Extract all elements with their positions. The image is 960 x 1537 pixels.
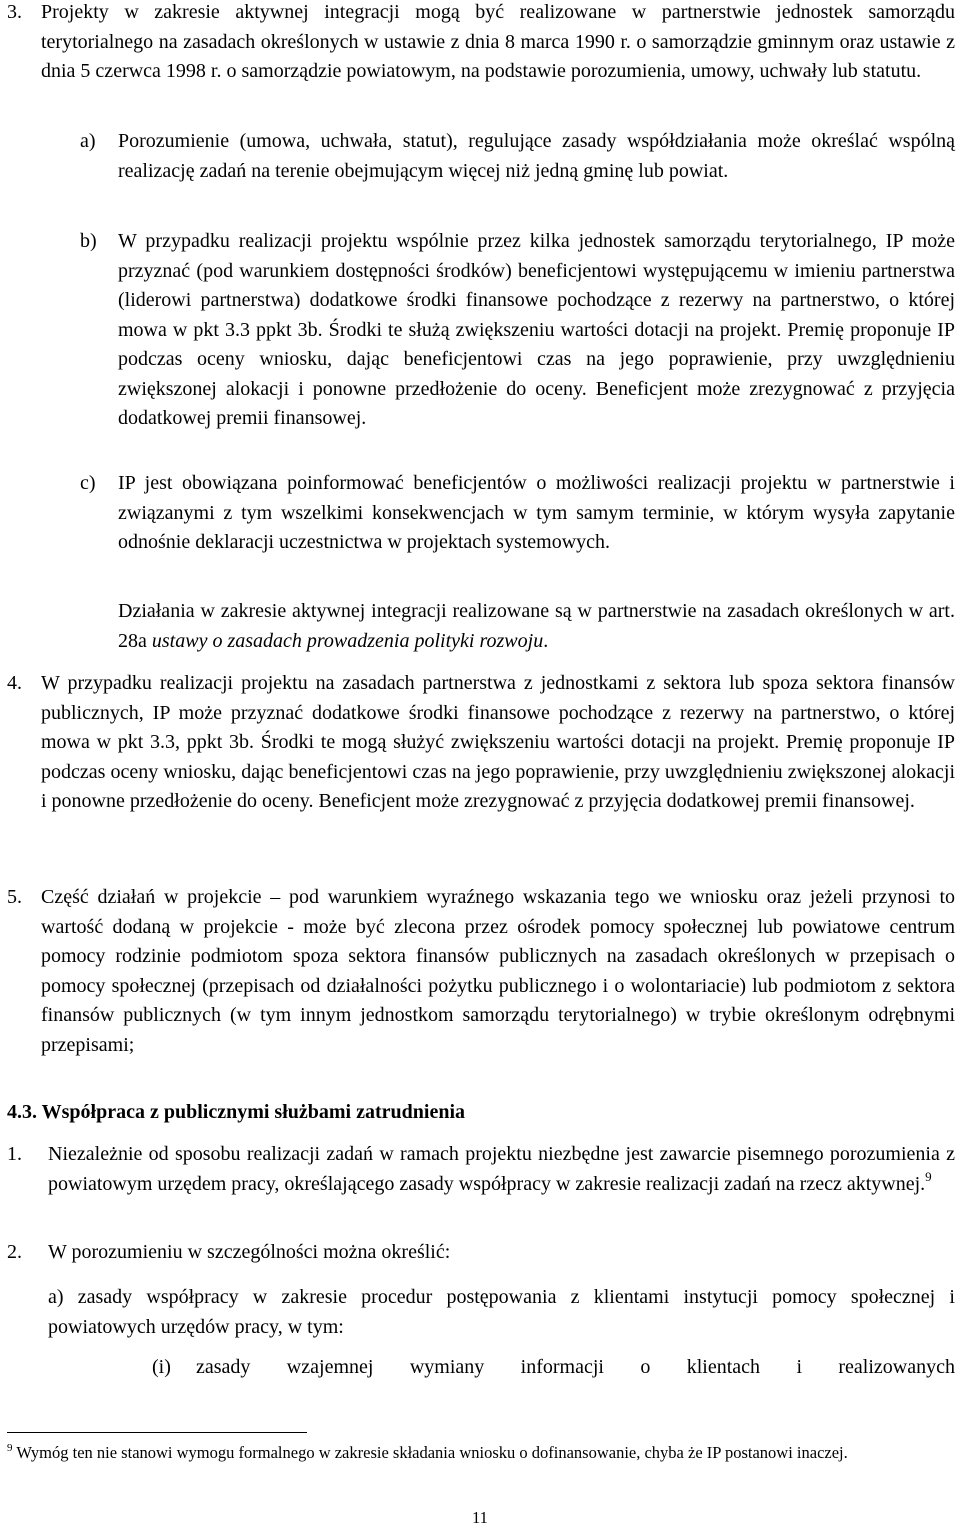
footnote xyxy=(7,1440,955,1465)
sec43-item-i-label: (i) xyxy=(152,1356,171,1378)
sec43-item-2-number: 2. xyxy=(7,1241,22,1263)
sec43-item-i-text: zasady wzajemnej wymiany informacji o klientach i realizowanych xyxy=(196,1356,955,1378)
page-number: 11 xyxy=(472,1508,488,1527)
item-3-number: 3. xyxy=(7,1,22,23)
item-3b-text: W przypadku realizacji projektu wspólnie przez kilka jednostek samorządu terytorialnego, IP może przyznać (pod warunkiem dostępności środków) beneficjentowi występującemu w imieniu partnerstwa (liderowi partnerstwa) dodatkowe środki finansowe pochodzące z rezerwy na partnerstwo, o której mowa w pkt 3.3 ppkt 3b. Środki te służą zwiększeniu wartości dotacji na projekt. Premię proponuje IP podczas oceny wniosku, dając beneficjentowi czas na jego poprawienie, przy uwzględnieniu zwiększonej alokacji i ponowne przedłożenie do oceny. Beneficjent może zrezygnować z przyjęcia dodatkowej premii finansowej. xyxy=(118,230,955,429)
sec43-item-2a-text: a) zasady współpracy w zakresie procedur postępowania z klientami instytucji pomocy społecznej i powiatowych urzędów pracy, w tym: xyxy=(48,1286,955,1338)
item-3-text: Projekty w zakresie aktywnej integracji mogą być realizowane w partnerstwie jednostek samorządu terytorialnego na zasadach określonych w ustawie z dnia 8 marca 1990 r. o samorządzie gminnym oraz ustawie z dnia 5 czerwca 1998 r. o samorządzie powiatowym, na podstawie porozumienia, umowy, uchwały lub statutu. xyxy=(41,1,955,82)
item-3b-label: b) xyxy=(80,230,97,252)
item-5-text: Część działań w projekcie – pod warunkiem wyraźnego wskazania tego we wniosku oraz jeżeli przynosi to wartość dodaną w projekcie - może być zlecona przez ośrodek pomocy społecznej lub powiatowe centrum pomocy rodzinie podmiotom spoza sektora finansów publicznych na zasadach określonych w przepisach o pomocy społecznej (przepisach od działalności pożytku publicznego i o wolontariacie) lub podmiotom z sektora finansów publicznych (w tym innym jednostkom samorządu terytorialnego) w trybie określonym odrębnymi przepisami; xyxy=(41,886,955,1056)
law-title-italic: ustawy o zasadach prowadzenia polityki rozwoju xyxy=(151,629,544,652)
item-3-note-text: Działania w zakresie aktywnej integracji realizowane są w partnerstwie na zasadach określonych w art. 28a xyxy=(118,600,955,652)
sec43-item-1-text: Niezależnie od sposobu realizacji zadań w ramach projektu niezbędne jest zawarcie pisemnego porozumienia z powiatowym urzędem pracy, określającego zasady współpracy w zakresie realizacji zadań na rzecz aktywnej. xyxy=(48,1143,955,1195)
footnote-text: Wymóg ten nie stanowi wymogu formalnego w zakresie składania wniosku o dofinansowanie, chyba że IP postanowi inaczej. xyxy=(16,1443,848,1462)
footnote-reference: 9 xyxy=(925,1168,932,1184)
item-3a-label: a) xyxy=(80,130,96,152)
sec43-item-1 xyxy=(48,1140,955,1199)
footnote-number: 9 xyxy=(7,1442,13,1454)
item-3c-text: IP jest obowiązana poinformować beneficjentów o możliwości realizacji projektu w partnerstwie i związanymi z tym wszelkimi konsekwencjach w tym samym terminie, w którym wysyła zapytanie odnośnie deklaracji uczestnictwa w projektach systemowych. xyxy=(118,472,955,553)
item-5-number: 5. xyxy=(7,886,22,908)
item-3c-label: c) xyxy=(80,472,96,494)
footnote-separator xyxy=(7,1432,307,1433)
item-3-note xyxy=(118,597,955,656)
sec43-item-2-text: W porozumieniu w szczególności można określić: xyxy=(48,1241,451,1263)
item-3-note-end: . xyxy=(543,629,549,652)
sec43-item-1-number: 1. xyxy=(7,1143,22,1165)
item-3a-text: Porozumienie (umowa, uchwała, statut), regulujące zasady współdziałania może określać wspólną realizację zadań na terenie obejmującym więcej niż jedną gminę lub powiat. xyxy=(118,130,955,182)
section-heading: 4.3. Współpraca z publicznymi służbami zatrudnienia xyxy=(7,1101,466,1123)
item-4-number: 4. xyxy=(7,672,22,694)
item-4-text: W przypadku realizacji projektu na zasadach partnerstwa z jednostkami z sektora lub spoza sektora finansów publicznych, IP może przyznać dodatkowe środki finansowe pochodzące z rezerwy na partnerstwo, o której mowa w pkt 3.3, ppkt 3b. Środki te mogą służyć zwiększeniu wartości dotacji na projekt. Premię proponuje IP podczas oceny wniosku, dając beneficjentowi czas na jego poprawienie, przy uwzględnieniu zwiększonej alokacji i ponowne przedłożenie do oceny. Beneficjent może zrezygnować z przyjęcia dodatkowej premii finansowej. xyxy=(41,672,955,812)
